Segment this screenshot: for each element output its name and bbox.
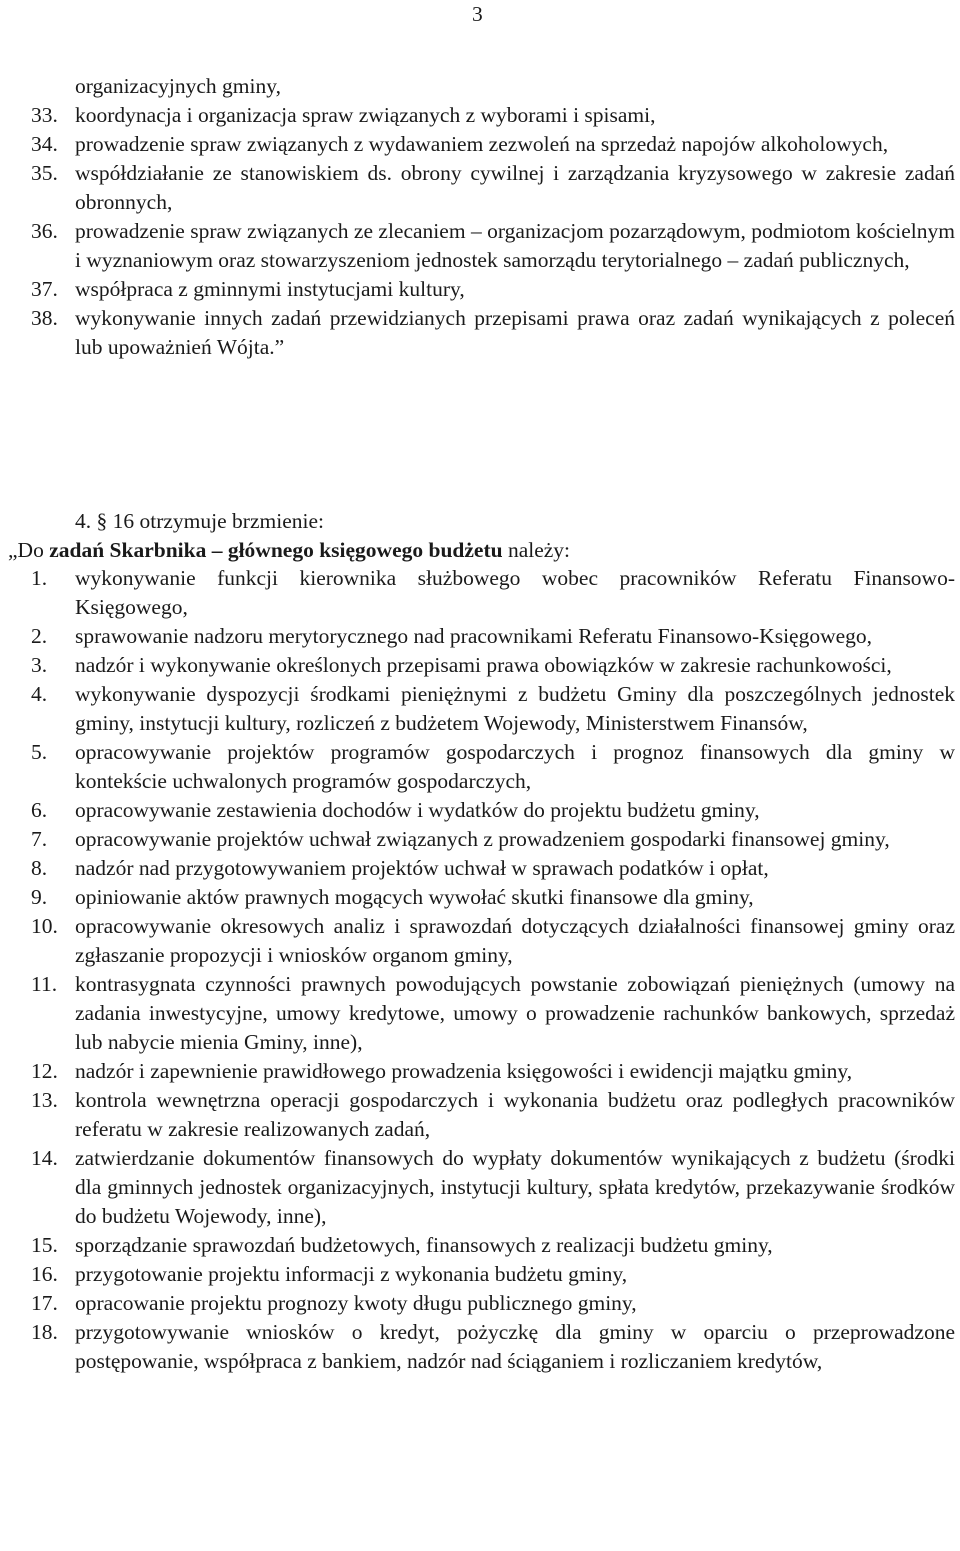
list-item [31,970,955,1057]
list-item [31,1318,955,1376]
list-item-text: nadzór i zapewnienie prawidłowego prowadzenia księgowości i ewidencji majątku gminy, [75,1059,853,1083]
list-item-text: nadzór nad przygotowywaniem projektów uchwał w sprawach podatków i opłat, [75,856,769,880]
list-item-text: opracowywanie okresowych analiz i sprawozdań dotyczących działalności finansowej gminy oraz zgłaszanie propozycji i wniosków organom gminy, [75,914,955,967]
list-item-text: sprawowanie nadzoru merytorycznego nad pracownikami Referatu Finansowo-Księgowego, [75,624,873,648]
list-item-text: przygotowanie projektu informacji z wykonania budżetu gminy, [75,1262,628,1286]
list-item [31,101,955,130]
list-item [31,1086,955,1144]
list-item-text: współpraca z gminnymi instytucjami kultury, [75,277,465,301]
list-item-number: 13. [31,1088,58,1112]
list-item-text: opracowywanie projektów programów gospodarczych i prognoz finansowych dla gminy w kontekście uchwalonych programów gospodarczych, [75,740,955,793]
list-item-text: przygotowywanie wniosków o kredyt, pożyczkę dla gminy w oparciu o przeprowadzone postępowanie, współpraca z bankiem, nadzór nad ściąganiem i rozliczaniem kredytów, [75,1320,955,1373]
list-item-number: 33. [31,103,58,127]
list-item-text: opracowanie projektu prognozy kwoty długu publicznego gminy, [75,1291,637,1315]
list-item-number: 35. [31,161,58,185]
first-list [31,72,955,362]
list-item-number: 1. [31,566,48,590]
list-item-number: 36. [31,219,58,243]
list-item-number: 18. [31,1320,58,1344]
list-item [31,1144,955,1231]
list-item-text: zatwierdzanie dokumentów finansowych do wypłaty dokumentów wynikających z budżetu (środki dla gminnych jednostek organizacyjnych, instytucji kultury, spłata kredytów, przekazywanie środków do budżetu Wojewody, inne), [75,1146,955,1228]
list-item-number: 17. [31,1291,58,1315]
list-item [31,622,955,651]
list-item-number: 38. [31,306,58,330]
list-item-number: 15. [31,1233,58,1257]
section-heading-line [31,507,955,536]
list-item-text: opiniowanie aktów prawnych mogących wywołać skutki finansowe dla gminy, [75,885,754,909]
list-item-text: kontrola wewnętrzna operacji gospodarczych i wykonania budżetu oraz podległych pracowników referatu w zakresie realizowanych zadań, [75,1088,955,1141]
list-item-number: 2. [31,624,48,648]
list-item-text: współdziałanie ze stanowiskiem ds. obrony cywilnej i zarządzania kryzysowego w zakresie zadań obronnych, [75,161,955,214]
list-item-number: 34. [31,132,58,156]
list-item-number: 3. [31,653,48,677]
list-item-text: wykonywanie dyspozycji środkami pieniężnymi z budżetu Gminy dla poszczególnych jednostek gminy, instytucji kultury, rozliczeń z budżetem Wojewody, Ministerstwem Finansów, [75,682,955,735]
list-item [31,883,955,912]
list-item-text: prowadzenie spraw związanych z wydawaniem zezwoleń na sprzedaż napojów alkoholowych, [75,132,889,156]
intro-open: „Do [8,538,44,562]
list-item [31,1231,955,1260]
list-item-text: opracowywanie projektów uchwał związanych z prowadzeniem gospodarki finansowej gminy, [75,827,890,851]
list-item-number: 10. [31,914,58,938]
list-item [31,1057,955,1086]
list-item-continuation: organizacyjnych gminy, [75,74,281,98]
section-number: 4. [75,509,92,533]
list-item-text: koordynacja i organizacja spraw związanych z wyborami i spisami, [75,103,656,127]
list-item [31,796,955,825]
list-item [31,738,955,796]
list-item [31,130,955,159]
list-item-number: 6. [31,798,48,822]
list-item-number: 8. [31,856,48,880]
list-item-number: 12. [31,1059,58,1083]
list-item [31,564,955,622]
intro-close: należy: [507,538,571,562]
list-item-text: prowadzenie spraw związanych ze zlecaniem – organizacjom pozarządowym, podmiotom kościelnym i wyznaniowym oraz stowarzyszeniom jednostek samorządu terytorialnego – zadań publicznych, [75,219,955,272]
list-item [31,1289,955,1318]
list-item [31,159,955,217]
list-item-number: 16. [31,1262,58,1286]
list-item [31,1260,955,1289]
list-item-number: 14. [31,1146,58,1170]
list-item-text: nadzór i wykonywanie określonych przepisami prawa obowiązków w zakresie rachunkowości, [75,653,892,677]
list-item-number: 4. [31,682,48,706]
list-item [31,651,955,680]
page-number: 3 [472,2,483,26]
second-list [31,564,955,1376]
list-item [31,854,955,883]
list-item-number: 11. [31,972,58,996]
list-item-number: 5. [31,740,48,764]
section-intro [8,536,955,565]
list-item [31,825,955,854]
list-item-number: 9. [31,885,48,909]
list-item [31,912,955,970]
list-item [31,275,955,304]
list-item-number: 7. [31,827,48,851]
section-header [8,507,955,565]
list-item [31,680,955,738]
intro-bold: zadań Skarbnika – głównego księgowego budżetu [49,538,503,562]
list-item-text: wykonywanie funkcji kierownika służbowego wobec pracowników Referatu Finansowo-Księgowego, [75,566,955,619]
section-heading: § 16 otrzymuje brzmienie: [96,509,324,533]
list-item [31,304,955,362]
list-item-text: opracowywanie zestawienia dochodów i wydatków do projektu budżetu gminy, [75,798,760,822]
list-item-text: sporządzanie sprawozdań budżetowych, finansowych z realizacji budżetu gminy, [75,1233,773,1257]
list-item-number: 37. [31,277,58,301]
list-item-text: kontrasygnata czynności prawnych powodujących powstanie zobowiązań pieniężnych (umowy na zadania inwestycyjne, umowy kredytowe, umowy o prowadzenie rachunków bankowych, sprzedaż lub nabycie mienia Gminy, inne), [75,972,955,1054]
list-item-text: wykonywanie innych zadań przewidzianych przepisami prawa oraz zadań wynikających z poleceń lub upoważnień Wójta.” [75,306,955,359]
list-item [31,217,955,275]
